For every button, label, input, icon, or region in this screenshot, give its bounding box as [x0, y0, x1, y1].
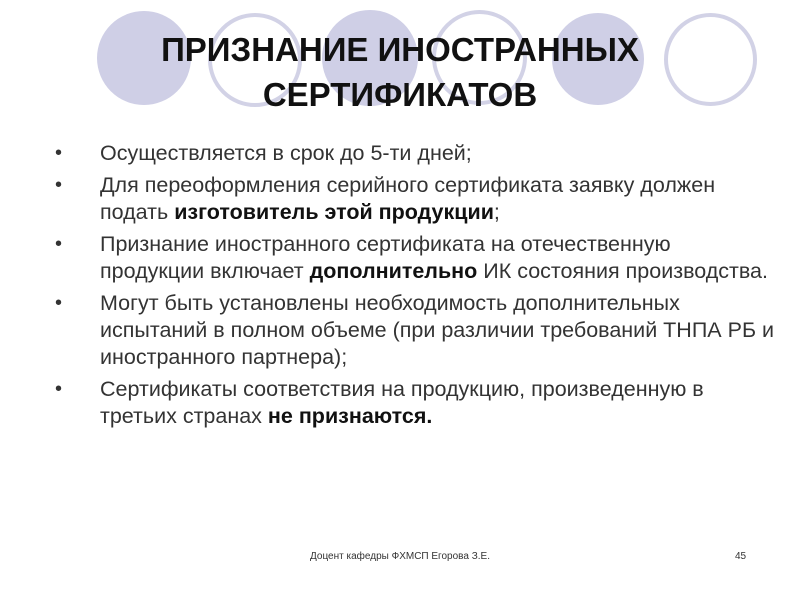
slide-title-line-1: ПРИЗНАНИЕ ИНОСТРАННЫХ: [161, 31, 639, 68]
bullet-text: [100, 173, 715, 224]
page-number: 45: [735, 551, 747, 562]
bullet-text-part: ИК состояния производства.: [477, 259, 768, 283]
slide-title-line-2: СЕРТИФИКАТОВ: [262, 76, 538, 113]
bullet-text-bold: не признаются.: [267, 404, 433, 428]
bullet-text: [100, 141, 472, 165]
bullet-icon: •: [55, 233, 63, 255]
bullet-text: [100, 232, 768, 283]
bullet-icon: •: [55, 174, 63, 196]
bullet-item: [55, 140, 775, 167]
bullet-icon: •: [55, 378, 63, 400]
bullet-text-part: ;: [493, 200, 500, 224]
slide-title: [100, 27, 700, 117]
bullet-item: [55, 376, 775, 430]
bullet-text-part: Признание иностранного сертификата на отечественную продукции включает: [100, 232, 671, 283]
bullet-item: [55, 231, 775, 285]
bullet-icon: •: [55, 292, 63, 314]
bullet-icon: •: [55, 142, 63, 164]
bullet-text-part: Осуществляется в срок до 5-ти дней;: [100, 141, 472, 165]
bullet-text: [100, 291, 774, 369]
bullet-list: [55, 140, 775, 435]
bullet-text-part: Для переоформления серийного сертификата заявку должен подать: [100, 173, 716, 224]
bullet-text: [100, 377, 704, 428]
bullet-text-bold: изготовитель этой продукции: [174, 200, 494, 224]
bullet-text-bold: дополнительно: [309, 259, 478, 283]
footer-author: Доцент кафедры ФХМСП Егорова З.Е.: [310, 551, 490, 562]
bullet-item: [55, 290, 775, 371]
bullet-item: [55, 172, 775, 226]
bullet-text-part: Сертификаты соответствия на продукцию, произведенную в третьих странах: [100, 377, 704, 428]
bullet-text-part: Могут быть установлены необходимость дополнительных испытаний в полном объеме (при различии требований ТНПА РБ и иностранного партнера);: [100, 291, 775, 369]
